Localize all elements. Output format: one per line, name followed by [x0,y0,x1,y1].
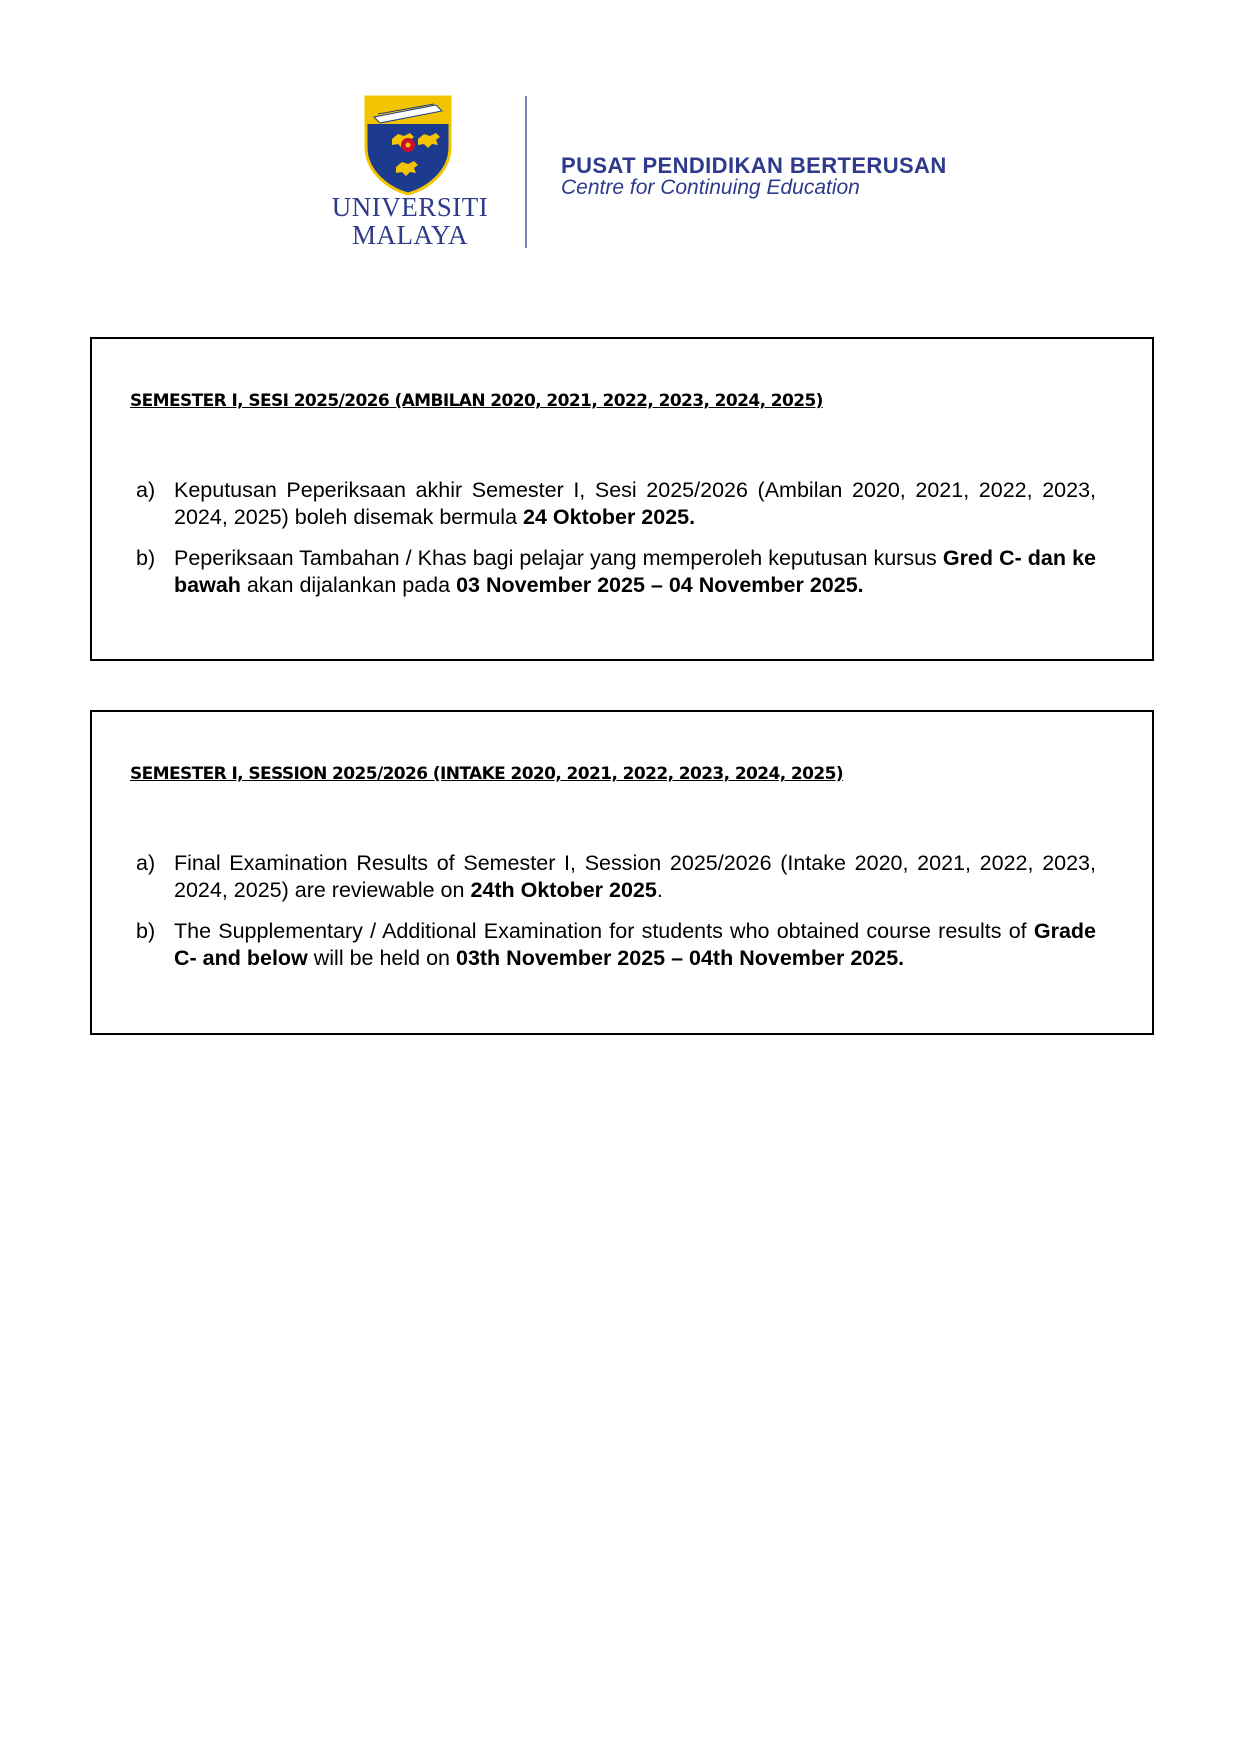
notice-title-malay: SEMESTER I, SESI 2025/2026 (AMBILAN 2020, 2021, 2022, 2023, 2024, 2025) [130,391,823,411]
item-text-part: akan dijalankan pada [240,573,457,597]
notice-list-malay [136,477,1096,613]
item-marker: b) [136,919,156,943]
university-name-line2: MALAYA [351,220,469,250]
list-item [136,850,1096,904]
item-grade-bold: Gred C- dan ke bawah [174,546,1096,597]
item-marker: b) [136,546,156,570]
item-date-bold: 24 Oktober 2025. [523,505,696,529]
university-name [310,193,510,249]
item-text-part: The Supplementary / Additional Examination for students who obtained course results of [174,919,1034,943]
centre-name-malay: PUSAT PENDIDIKAN BERTERUSAN [561,153,947,178]
item-text-part: Peperiksaan Tambahan / Khas bagi pelajar yang memperoleh keputusan kursus [174,546,943,570]
notice-list-english [136,850,1096,986]
item-date-bold: 03th November 2025 – 04th November 2025. [455,946,905,970]
item-date-bold: 03 November 2025 – 04 November 2025. [456,573,864,597]
list-item [136,545,1096,599]
header-divider [525,96,527,248]
item-grade-bold: Grade C- and below [174,919,1096,970]
item-text-part: . [656,878,663,902]
item-date-bold: 24th Oktober 2025 [470,878,657,902]
item-text-part: Final Examination Results of Semester I, Session 2025/2026 (Intake 2020, 2021, 2022, 2023, 2024, 2025) are reviewable on [174,851,1096,902]
centre-name-english: Centre for Continuing Education [561,176,860,199]
letterhead [0,0,1241,260]
list-item [136,918,1096,972]
item-marker: a) [136,851,156,875]
item-text [174,477,1096,531]
notice-box-english [90,710,1154,1035]
list-item [136,477,1096,531]
notice-box-malay [90,337,1154,661]
university-name-line1: UNIVERSITI [331,192,489,222]
item-text-part: Keputusan Peperiksaan akhir Semester I, Sesi 2025/2026 (Ambilan 2020, 2021, 2022, 2023, 2024, 2025) boleh disemak bermula [174,478,1096,529]
item-text [174,545,1096,599]
item-text [174,918,1096,972]
item-marker: a) [136,478,156,502]
item-text [174,850,1096,904]
university-crest-logo [364,95,452,195]
item-text-part: will be held on [307,946,456,970]
notice-title-english: SEMESTER I, SESSION 2025/2026 (INTAKE 2020, 2021, 2022, 2023, 2024, 2025) [130,764,844,784]
